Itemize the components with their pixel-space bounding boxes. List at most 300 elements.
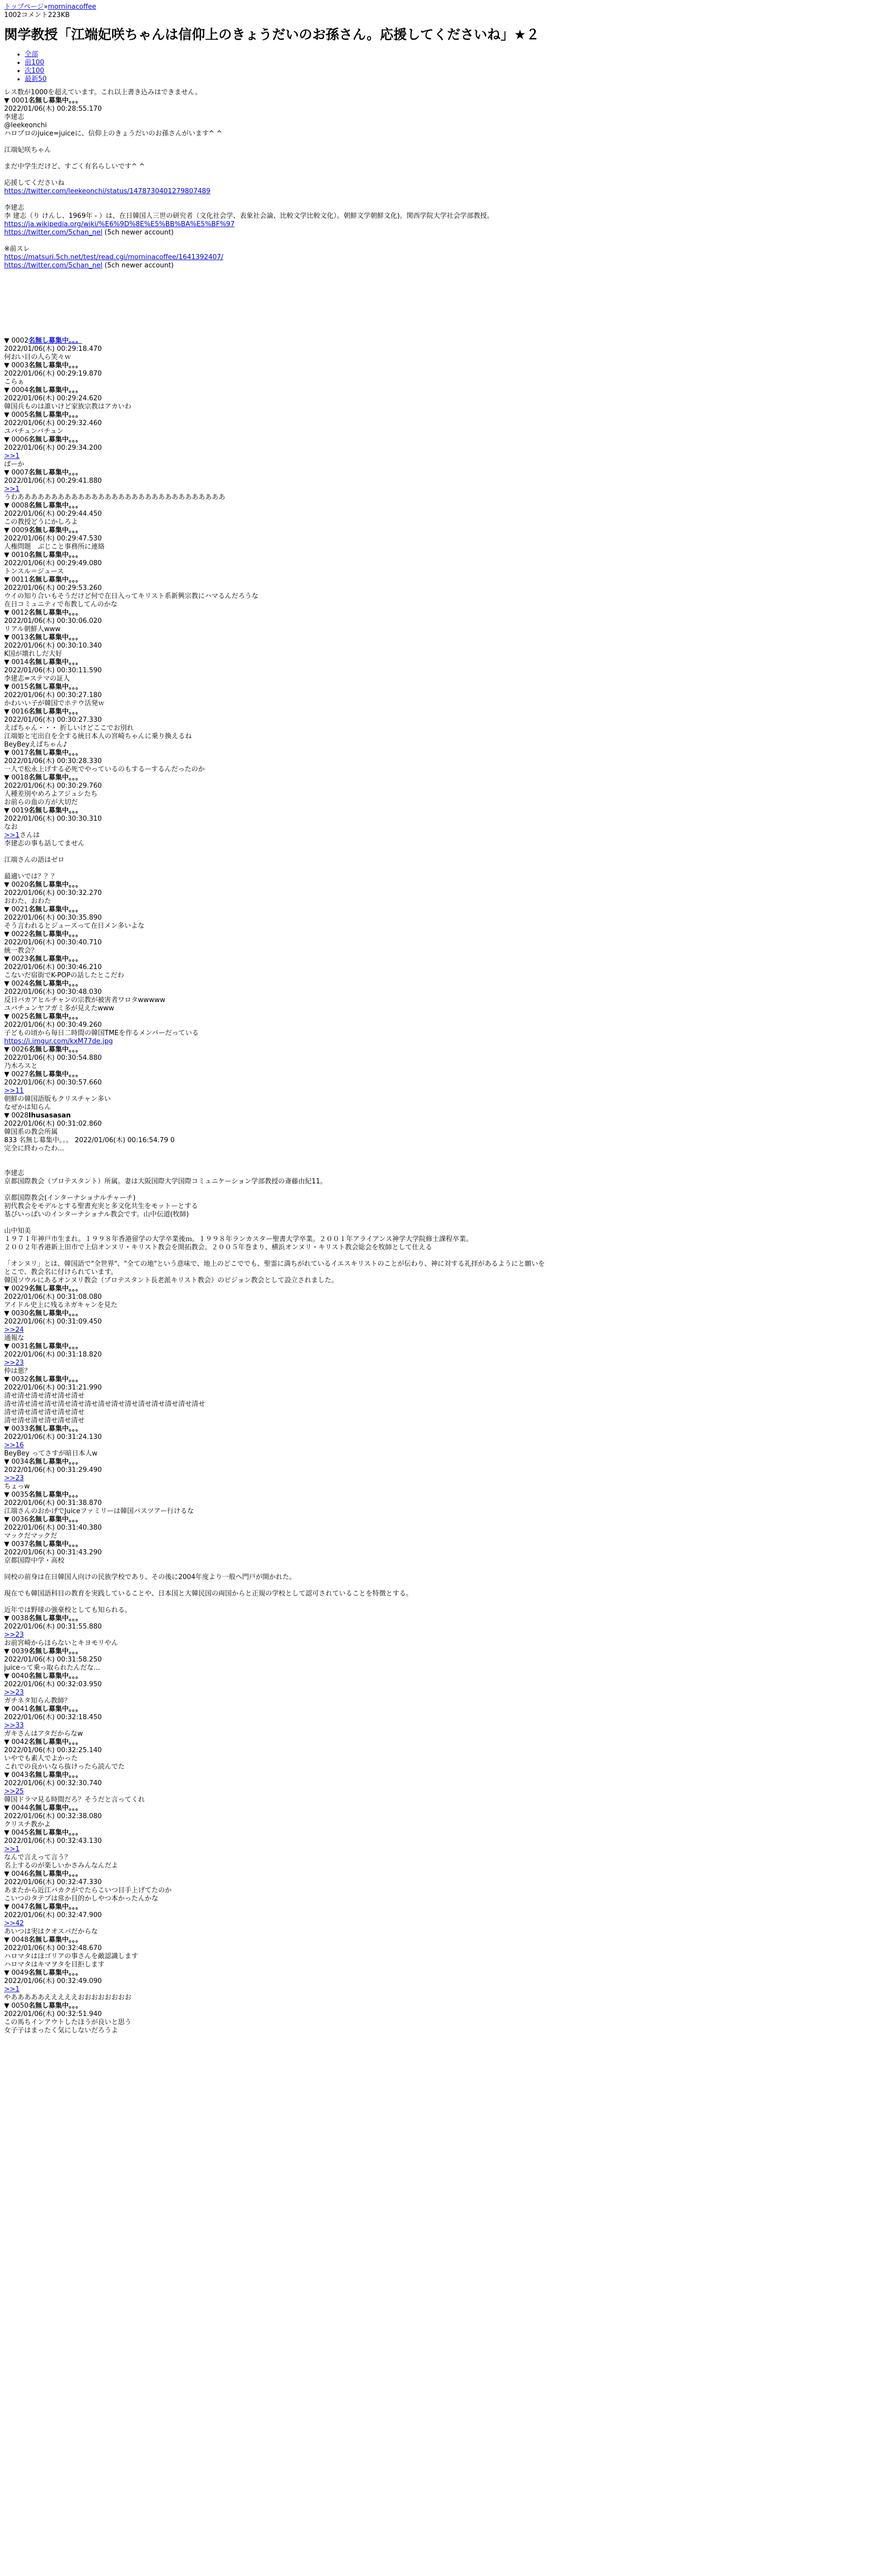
post-author: 名無し募集中。。。 <box>28 1540 82 1548</box>
post-body: 人権問題 ぶじこと事務所に連絡 <box>4 543 105 551</box>
post-body-continued <box>4 832 890 881</box>
post-header <box>4 436 890 444</box>
post-header <box>4 1046 890 1054</box>
post-date: 2022/01/06(木) 00:32:51.940 <box>4 2010 102 2018</box>
post-date: 2022/01/06(木) 00:32:25.140 <box>4 1747 102 1754</box>
post-author: 名無し募集中。。。 <box>28 1310 82 1317</box>
reply-anchor-link[interactable]: >>16 <box>4 1442 24 1449</box>
post-header <box>4 527 890 535</box>
post-date: 2022/01/06(木) 00:32:03.950 <box>4 1681 102 1688</box>
post-header <box>4 1648 890 1656</box>
post-author: 名無し募集中。。。 <box>28 1804 82 1812</box>
post-date: 2022/01/06(木) 00:29:32.460 <box>4 419 102 427</box>
post-body: マックだマックだ <box>4 1532 57 1540</box>
post-number: ▼ 0028 <box>4 1112 29 1120</box>
post <box>4 1285 890 1310</box>
post-link-row <box>4 262 890 270</box>
post-author: 名無し募集中。。。 <box>28 1705 82 1713</box>
post <box>4 609 890 634</box>
reply-anchor-link[interactable]: >>23 <box>4 1631 24 1639</box>
reply-row <box>4 1920 890 1928</box>
post-author: 名無し募集中。。。 <box>28 1738 82 1746</box>
post-number: ▼ 0017 <box>4 749 29 757</box>
post-body: やあああああえええええおおおおおおおお <box>4 1994 132 2002</box>
post-date: 2022/01/06(木) 00:31:24.130 <box>4 1433 102 1441</box>
post-header <box>4 576 890 584</box>
post-number: ▼ 0043 <box>4 1771 29 1779</box>
post-header <box>4 1771 890 1780</box>
post-list <box>4 337 890 2035</box>
post-link[interactable]: https://twitter.com/leekeonchi/status/1478730401279807489 <box>4 188 211 195</box>
post-header <box>4 1969 890 1977</box>
post-header <box>4 1870 890 1878</box>
post-date: 2022/01/06(木) 00:30:35.890 <box>4 914 102 922</box>
thread-nav <box>4 50 890 83</box>
post <box>4 1936 890 1969</box>
post-number: ▼ 0004 <box>4 386 29 394</box>
post <box>4 774 890 807</box>
post <box>4 1648 890 1672</box>
post-author: 名無し募集中。。。 <box>28 906 82 913</box>
post-author: 名無し募集中。。。 <box>28 1425 82 1433</box>
post <box>4 634 890 658</box>
post <box>4 1491 890 1516</box>
post-number: ▼ 0013 <box>4 634 29 641</box>
post-body: 乃木ろスと <box>4 1062 38 1070</box>
nav-item-latest50 <box>25 75 890 83</box>
post <box>4 1738 890 1771</box>
nav-all-link[interactable]: 全部 <box>25 50 39 58</box>
post-date: 2022/01/06(木) 00:29:34.200 <box>4 444 102 452</box>
post-date: 2022/01/06(木) 00:31:58.250 <box>4 1656 102 1664</box>
post-date: 2022/01/06(木) 00:29:49.080 <box>4 560 102 567</box>
twitter-link[interactable]: https://twitter.com/5chan_nel <box>4 229 103 236</box>
blank-space <box>4 270 890 337</box>
post-body: ばーか <box>4 461 25 468</box>
post <box>4 527 890 551</box>
post-date: 2022/01/06(木) 00:31:43.290 <box>4 1549 102 1556</box>
post-number: ▼ 0021 <box>4 906 29 913</box>
post-number: ▼ 0030 <box>4 1310 29 1317</box>
post-body-continued: ※前スレ <box>4 245 30 253</box>
post <box>4 1829 890 1870</box>
post-header <box>4 1516 890 1524</box>
reply-row <box>4 1442 890 1450</box>
post-body: クリスチ教かよ <box>4 1821 51 1828</box>
reply-row <box>4 1326 890 1334</box>
board-link[interactable]: morninacoffee <box>47 3 96 11</box>
reply-row <box>4 1359 890 1367</box>
post-header <box>4 1285 890 1293</box>
post <box>4 955 890 980</box>
post <box>4 906 890 930</box>
post <box>4 980 890 1013</box>
post-header <box>4 807 890 815</box>
post-0001 <box>4 97 890 270</box>
post-body: リアル朝鮮人www <box>4 625 61 633</box>
reply-anchor-link[interactable]: >>1 <box>4 485 20 493</box>
post-date: 2022/01/06(木) 00:31:55.880 <box>4 1623 102 1631</box>
reply-anchor-link[interactable]: >>25 <box>4 1788 24 1795</box>
post-number: ▼ 0002 <box>4 337 29 345</box>
post-author[interactable]: 名無し募集中。。。 <box>28 337 82 345</box>
reply-anchor-link[interactable]: >>1 <box>4 452 20 460</box>
post-header <box>4 1013 890 1021</box>
post-body: 李建志 @leekeonchi ハロプロのjuice=juiceに、信仰上のきょうだいのお孫さんがいます^ ^ 江端妃咲ちゃん まだ中学生だけど、すごく有名らしいです^ ^ 応援してくださいね <box>4 113 223 187</box>
post-header <box>4 2002 890 2010</box>
post-author: 名無し募集中。。。 <box>28 1376 82 1383</box>
post-author: 名無し募集中。。。 <box>28 1771 82 1779</box>
post-body: えばちゃん・・・ 折しいけどここでお別れ 江端姫と宅出自を全する統日本人の宮崎ちゃんに乗り換えるね BeyBeyえばちゃん♪ <box>4 724 192 749</box>
reply-row <box>4 1845 890 1854</box>
post <box>4 1903 890 1936</box>
reply-anchor-link[interactable]: >>1 <box>4 832 20 839</box>
post-author: 名無し募集中。。。 <box>28 527 82 534</box>
post-author: 名無し募集中。。。 <box>28 774 82 782</box>
post-header <box>4 1112 890 1120</box>
post-number: ▼ 0029 <box>4 1285 29 1293</box>
post-date: 2022/01/06(木) 00:32:30.740 <box>4 1780 102 1787</box>
post-header <box>4 683 890 691</box>
reply-anchor-link[interactable]: >>1 <box>4 1845 20 1853</box>
post-header <box>4 930 890 939</box>
post-number: ▼ 0025 <box>4 1013 29 1021</box>
post-body: この馬ちインアウトしたほうが良いと思う 女子子はまったく気にしないだろうよ <box>4 2019 132 2035</box>
post-body: 通報な <box>4 1334 25 1342</box>
post-author: 名無し募集中。。。 <box>28 1870 82 1878</box>
post-author: 名無し募集中。。。 <box>28 362 82 369</box>
reply-anchor-link[interactable]: >>42 <box>4 1920 24 1927</box>
post-body: ユバチュンバチュン <box>4 428 64 435</box>
post-body: 清せ清せ清せ清せ清せ清せ 清せ清せ清せ清せ清せ清せ清せ清せ清せ清せ清せ清せ清せ清せ清せ 清せ清せ清せ清せ清せ清せ 清せ清せ清せ清せ清せ清せ <box>4 1392 206 1425</box>
post-date: 2022/01/06(木) 00:30:10.340 <box>4 642 102 650</box>
post-header <box>4 980 890 988</box>
post-header <box>4 502 890 510</box>
post-author: 名無し募集中。。。 <box>28 930 82 938</box>
post-number: ▼ 0027 <box>4 1071 29 1078</box>
post-header <box>4 1458 890 1466</box>
post-number: ▼ 0044 <box>4 1804 29 1812</box>
post-date: 2022/01/06(木) 00:32:38.080 <box>4 1812 102 1820</box>
post-body: ウイの知り合いもそうだけど何で在日入ってキリスト系新興宗教にハマるんだろうな 在日コミュニティで布教してんのかな <box>4 592 259 608</box>
post-date: 2022/01/06(木) 00:29:18.470 <box>4 345 102 353</box>
post-body: なんで言えって言う？ 名上するのが楽しいかさみんなんだよ <box>4 1854 119 1870</box>
post-number: ▼ 0046 <box>4 1870 29 1878</box>
post-author: 名無し募集中。。。 <box>28 576 82 584</box>
post-number: ▼ 0038 <box>4 1615 29 1622</box>
breadcrumb-separator: » <box>43 3 48 11</box>
post-date: 2022/01/06(木) 00:30:27.330 <box>4 716 102 724</box>
post-header <box>4 881 890 889</box>
post-header <box>4 749 890 757</box>
post-date: 2022/01/06(木) 00:31:29.490 <box>4 1466 102 1474</box>
post-header <box>4 1425 890 1433</box>
post <box>4 1425 890 1458</box>
post <box>4 1458 890 1491</box>
post-author: 名無し募集中。。。 <box>28 807 82 815</box>
post-number: ▼ 0020 <box>4 881 29 889</box>
post-date: 2022/01/06(木) 00:30:40.710 <box>4 939 102 946</box>
post-number: ▼ 0001 <box>4 97 29 105</box>
post-body: この教授どうにかしろよ <box>4 518 78 526</box>
reply-anchor-link[interactable]: >>23 <box>4 1475 24 1482</box>
post-date: 2022/01/06(木) 00:30:06.020 <box>4 617 102 625</box>
post-number: ▼ 0003 <box>4 362 29 369</box>
post-header <box>4 1738 890 1747</box>
post-author: 名無し募集中。。。 <box>28 1458 82 1466</box>
post-body: 何おい目の人ら笑々ｗ <box>4 353 72 361</box>
post-header <box>4 1376 890 1384</box>
post-author: 名無し募集中。。。 <box>28 634 82 641</box>
top-page-link[interactable]: トップページ <box>4 3 44 11</box>
post-header <box>4 1903 890 1911</box>
post-header <box>4 1705 890 1714</box>
post-body: おわた、おわた <box>4 897 52 905</box>
post-date: 2022/01/06(木) 00:31:21.990 <box>4 1384 102 1392</box>
post-number: ▼ 0042 <box>4 1738 29 1746</box>
post <box>4 1516 890 1540</box>
post-author: 名無し募集中。。。 <box>28 1046 82 1054</box>
post-author: 名無し募集中。。。 <box>28 1903 82 1911</box>
post <box>4 411 890 436</box>
post-number: ▼ 0018 <box>4 774 29 782</box>
post-author: 名無し募集中。。。 <box>28 1343 82 1350</box>
nav-latest50-link[interactable]: 最新50 <box>25 75 47 83</box>
post-header <box>4 1071 890 1079</box>
post <box>4 708 890 749</box>
twitter-link[interactable]: https://twitter.com/5chan_nel <box>4 262 103 269</box>
post-author: 名無し募集中。。。 <box>28 1285 82 1293</box>
post-author: 名無し募集中。。。 <box>28 2002 82 2010</box>
post-number: ▼ 0009 <box>4 527 29 534</box>
post-header <box>4 1343 890 1351</box>
post-number: ▼ 0032 <box>4 1376 29 1383</box>
post-header <box>4 386 890 395</box>
post-author: 名無し募集中。。。 <box>28 386 82 394</box>
post-header <box>4 1672 890 1681</box>
post <box>4 2002 890 2035</box>
post <box>4 930 890 955</box>
post-number: ▼ 0005 <box>4 411 29 419</box>
post-date: 2022/01/06(木) 00:31:18.820 <box>4 1351 102 1359</box>
post-author: 名無し募集中。。。 <box>28 436 82 444</box>
post <box>4 1376 890 1425</box>
post-date: 2022/01/06(木) 00:31:40.380 <box>4 1524 102 1532</box>
post-link-row <box>4 221 890 229</box>
post-body: 江端さんのおかげでJuiceファミリーは韓国パスツアー行けるな <box>4 1507 194 1515</box>
reply-row <box>4 1788 890 1796</box>
post-date: 2022/01/06(木) 00:28:55.170 <box>4 105 102 113</box>
post-body: ガチネタ知らん教師？ <box>4 1697 71 1705</box>
post-body: 統一教会？ <box>4 947 38 955</box>
post-number: ▼ 0041 <box>4 1705 29 1713</box>
post <box>4 469 890 502</box>
post-header <box>4 337 890 345</box>
post-body: そう言われるとジュースって在日メン多いよな <box>4 922 145 930</box>
post-date: 2022/01/06(木) 00:29:19.870 <box>4 370 102 378</box>
post-number: ▼ 0011 <box>4 576 29 584</box>
post-author: 名無し募集中。。。 <box>28 1672 82 1680</box>
nav-next100-link[interactable]: 次100 <box>25 67 44 75</box>
post-number: ▼ 0008 <box>4 502 29 510</box>
post-header <box>4 1615 890 1623</box>
post-body: BeyBey ってさすが暗日本人w <box>4 1450 97 1458</box>
post-date: 2022/01/06(木) 00:29:24.620 <box>4 395 102 402</box>
post-body: 仲は悪？ <box>4 1367 31 1375</box>
post-date: 2022/01/06(木) 00:32:18.450 <box>4 1714 102 1721</box>
post-date: 2022/01/06(木) 00:31:09.450 <box>4 1318 102 1326</box>
post-author: 名無し募集中。。。 <box>28 980 82 988</box>
post <box>4 1705 890 1738</box>
post <box>4 807 890 881</box>
post-header <box>4 609 890 617</box>
post-date: 2022/01/06(木) 00:30:28.330 <box>4 757 102 765</box>
post-body: こないだ宿街でK-POPの話したとこだわ <box>4 972 124 979</box>
post-header <box>4 411 890 419</box>
post-date: 2022/01/06(木) 00:31:38.870 <box>4 1499 102 1507</box>
post-date: 2022/01/06(木) 00:30:57.660 <box>4 1079 102 1087</box>
previous-thread-link[interactable]: https://matsuri.5ch.net/test/read.cgi/morninacoffee/1641392407/ <box>4 253 224 261</box>
post-number: ▼ 0049 <box>4 1969 29 1977</box>
post-date: 2022/01/06(木) 00:31:02.860 <box>4 1120 102 1128</box>
thread-title: 関学教授「江端妃咲ちゃんは信仰上のきょうだいのお孫さん。応援してくださいね」★２ <box>4 27 539 43</box>
post <box>4 551 890 576</box>
post <box>4 1771 890 1804</box>
post-author: 名無し募集中。。。 <box>28 658 82 666</box>
post-header <box>4 708 890 716</box>
post <box>4 1804 890 1829</box>
post-author: 名無し募集中。。。 <box>28 1013 82 1021</box>
post-author: 名無し募集中。。。 <box>28 1615 82 1622</box>
post-number: ▼ 0037 <box>4 1540 29 1548</box>
reply-anchor-link[interactable]: >>33 <box>4 1722 24 1730</box>
post-number: ▼ 0007 <box>4 469 29 477</box>
reply-row <box>4 452 890 461</box>
post-number: ▼ 0031 <box>4 1343 29 1350</box>
nav-item-next100 <box>25 67 890 75</box>
post-body: 韓国系の教会所属 833 名無し募集中。。。 2022/01/06(木) 00:16:54.79 0 完全に終わったわ... 李建志 京都国際教会（プロテスタント）所属。妻は大阪国際大学国際コミュニケーション学部教授の斎藤由紀11。 京都国際教会(インターナショナルチャーチ) 初代教会をモデルとする聖書充実と多文化共生をモットーとする 基びいっぱいのインターナショナル教会です。山中伝道(牧師) 山中知美 １９７１年神戸市生まれ。１９９８年香港留学の大学卒業後ｍ。１９９８年ランカスター聖書大学卒業。２００１年アライアンス神学大学院修士課程卒業。 ２００２年香港新上田市で上信オンヌリ・キリスト教会を開拓教会。２００５年巻まり、横浜オンヌリ・キリスト教会総会を牧師として仕える 「オンヌリ」とは、韓国語で"全世界"、"全ての地"という意味で、地上のどこででも、聖霊に満ちがれているイエスキリストのことが伝わり、神に対する礼拝があるようにと願いを とこで、教会名に付けられています。 韓国ソウルにあるオンヌリ教会（プロテスタント長老派キリスト教会）のビジョン教会として設立されました。 <box>4 1128 545 1284</box>
post-date: 2022/01/06(木) 00:31:08.080 <box>4 1293 102 1301</box>
thread-full-notice: レス数が1000を超えています。これ以上書き込みはできません。 <box>4 89 202 96</box>
post-number: ▼ 0033 <box>4 1425 29 1433</box>
post-author: 名無し募集中。。。 <box>28 469 82 477</box>
post-header <box>4 362 890 370</box>
post-number: ▼ 0048 <box>4 1936 29 1944</box>
post-number: ▼ 0045 <box>4 1829 29 1837</box>
post-header <box>4 955 890 963</box>
post <box>4 1046 890 1071</box>
post-number: ▼ 0006 <box>4 436 29 444</box>
post <box>4 1870 890 1903</box>
post-body: 一人で松永上げする必死でやっているのもするーするんだったのか <box>4 766 205 773</box>
reply-row <box>4 1689 890 1697</box>
post-body: ちょっw <box>4 1483 30 1490</box>
post-link-row <box>4 253 890 262</box>
nav-prev100-link[interactable]: 前100 <box>25 59 44 66</box>
post-author: 名無し募集中。。。 <box>28 1516 82 1523</box>
post-number: ▼ 0047 <box>4 1903 29 1911</box>
post-body: 反日バカアヒルチャンの宗教が被害者ワロタwwwww ユバチュンヤフガミ多が見えたwww <box>4 996 165 1012</box>
post-header <box>4 634 890 642</box>
post <box>4 1672 890 1705</box>
post-number: ▼ 0016 <box>4 708 29 716</box>
post <box>4 1615 890 1648</box>
reply-anchor-link[interactable]: >>11 <box>4 1087 24 1095</box>
post-author: 名無し募集中。。。 <box>28 881 82 889</box>
post-author: 名無し募集中。。。 <box>28 1491 82 1499</box>
post-header <box>4 906 890 914</box>
post-number: ▼ 0034 <box>4 1458 29 1466</box>
post-body: 韓国兵ものは誰いけど家族宗教はアカいわ <box>4 403 131 411</box>
reply-row <box>4 1986 890 1994</box>
post <box>4 1071 890 1112</box>
post-header <box>4 97 890 105</box>
post <box>4 1310 890 1343</box>
post-body: うわあああああああああああああああああああああああああああああああ <box>4 494 226 501</box>
post-author: 名無し募集中。。。 <box>28 683 82 691</box>
post <box>4 1540 890 1615</box>
post-number: ▼ 0010 <box>4 551 29 559</box>
post <box>4 1969 890 2002</box>
post-body: 人種差別やめろよアジュシたち お前らの血の方が大切だ <box>4 790 98 806</box>
post <box>4 658 890 683</box>
post <box>4 337 890 362</box>
post-body: juiceって乗っ取られたんだな... <box>4 1664 100 1672</box>
post-body: ガキさんはアタだからなw <box>4 1730 83 1738</box>
post-body: あまたから近江バカクがでたらこいつ目手上げてたのか こいつのタテブは常か目的かしやつ本かったんかな <box>4 1887 172 1903</box>
post <box>4 1343 890 1376</box>
post-header <box>4 1804 890 1812</box>
post-number: ▼ 0012 <box>4 609 29 617</box>
reply-anchor-link[interactable]: >>1 <box>4 1986 20 1993</box>
post-author: 名無し募集中。。。 <box>28 411 82 419</box>
post-body: アイドル史上に残るネガキャンを見た <box>4 1301 117 1309</box>
post-body: トンスル＝ジュース <box>4 568 64 575</box>
reply-anchor-link[interactable]: >>24 <box>4 1326 24 1334</box>
breadcrumb <box>4 3 890 11</box>
post <box>4 1013 890 1046</box>
post-header <box>4 1540 890 1549</box>
post-body: 子どもの頃から毎日二時間の韓国TMEを作るメンバーだっている <box>4 1029 199 1037</box>
post-author: 名無し募集中。。。 <box>28 97 82 105</box>
post-body: こらぁ <box>4 378 25 386</box>
post-date: 2022/01/06(木) 00:32:47.330 <box>4 1878 102 1886</box>
post-body: 京都国際中学・高校 同校の前身は在日韓国人向けの民族学校であり、その後に2004年度より一般へ門戸が開かれた。 現在でも韓国語科目の教育を実践していることや、日本国と大韓民国の両国からと正規の学校として認可されていることを特徴とする。 近年では野球の強豪校としても知られる。 <box>4 1557 413 1614</box>
post-author: 名無し募集中。。。 <box>28 609 82 617</box>
post-date: 2022/01/06(木) 00:30:27.180 <box>4 691 102 699</box>
post-header <box>4 1936 890 1944</box>
link-note: (5ch newer account) <box>102 262 174 269</box>
post-date: 2022/01/06(木) 00:30:29.760 <box>4 782 102 790</box>
post-number: ▼ 0022 <box>4 930 29 938</box>
thread-stats: 1002コメント223KB <box>4 11 70 19</box>
post-body: お前宮崎からほらないとキヨモリやん <box>4 1639 119 1647</box>
post <box>4 749 890 774</box>
reply-anchor-link[interactable]: >>23 <box>4 1689 24 1697</box>
reply-anchor-link[interactable]: >>23 <box>4 1359 24 1367</box>
post-number: ▼ 0036 <box>4 1516 29 1523</box>
post-date: 2022/01/06(木) 00:29:41.880 <box>4 477 102 485</box>
image-link[interactable]: https://i.imgur.com/kxM77de.jpg <box>4 1038 113 1045</box>
post-date: 2022/01/06(木) 00:29:53.260 <box>4 584 102 592</box>
post-number: ▼ 0015 <box>4 683 29 691</box>
reply-row <box>4 1475 890 1483</box>
post-date: 2022/01/06(木) 00:30:30.310 <box>4 815 102 823</box>
post-header <box>4 1310 890 1318</box>
wikipedia-link[interactable]: https://ja.wikipedia.org/wiki/%E6%9D%8E%E5%BB%BA%E5%BF%97 <box>4 221 235 228</box>
post-header <box>4 1491 890 1499</box>
reply-row <box>4 1722 890 1730</box>
